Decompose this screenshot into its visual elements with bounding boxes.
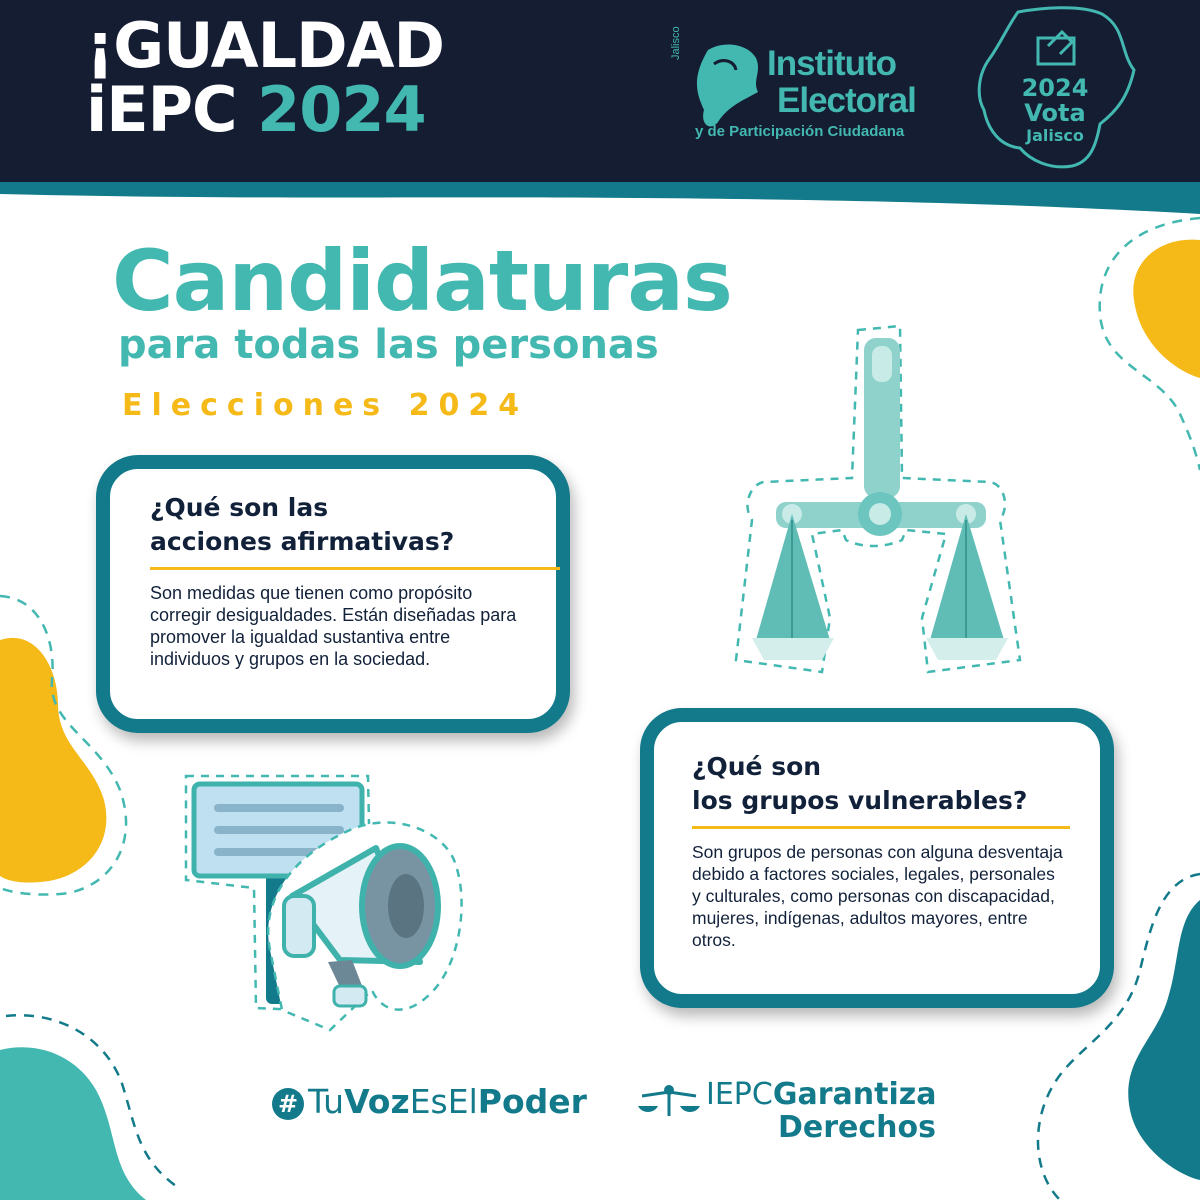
card-question-line2: los grupos vulnerables? bbox=[692, 786, 1028, 815]
institute-name-line1: Instituto bbox=[767, 44, 897, 83]
institute-state-label: Jalisco bbox=[670, 26, 682, 60]
garantiza-label: Garantiza bbox=[772, 1077, 937, 1112]
card-divider bbox=[692, 826, 1070, 829]
page-title: Candidaturas bbox=[112, 232, 732, 330]
hashtag-part: Poder bbox=[477, 1082, 587, 1121]
header-title-year: 2024 bbox=[257, 73, 426, 146]
megaphone-icon bbox=[186, 776, 462, 1030]
iepc-garantiza-line1 bbox=[706, 1077, 937, 1112]
institute-name-line2: Electoral bbox=[777, 81, 916, 120]
institute-name-line3: y de Participación Ciudadana bbox=[695, 123, 905, 140]
hashtag-part: El bbox=[447, 1082, 478, 1121]
card-vulnerable-groups bbox=[640, 708, 1114, 1008]
scales-of-justice-icon bbox=[736, 326, 1020, 672]
hashtag-part: Voz bbox=[344, 1082, 410, 1121]
vota-state: Jalisco bbox=[1026, 126, 1084, 145]
card-body: Son medidas que tienen como propósito corregir desigualdades. Están diseñadas para promover la igualdad sustantiva entre individuos y grupos en la sociedad. bbox=[150, 583, 517, 669]
hashtag-tuvozeselpoder[interactable] bbox=[272, 1082, 587, 1121]
card-question-line2: acciones afirmativas? bbox=[150, 527, 455, 556]
iepc-label: IEPC bbox=[706, 1077, 773, 1112]
header-title-iepc: iEPC bbox=[86, 73, 237, 146]
hashtag-part: Es bbox=[409, 1082, 448, 1121]
header-title-line1: ¡GUALDAD bbox=[86, 9, 445, 82]
teal-blob-bottom-left bbox=[0, 1047, 146, 1200]
iepc-garantiza-line2: Derechos bbox=[778, 1110, 936, 1145]
scales-icon bbox=[636, 1082, 702, 1118]
hashtag-part: Tu bbox=[308, 1082, 345, 1121]
card-question-line1: ¿Qué son bbox=[692, 752, 822, 781]
card-divider bbox=[150, 567, 560, 570]
hashtag-icon: # bbox=[272, 1088, 304, 1120]
yellow-blob-right bbox=[1133, 240, 1200, 378]
yellow-blob-left bbox=[0, 638, 106, 883]
teal-blob-bottom-right bbox=[1128, 900, 1200, 1180]
card-affirmative-actions bbox=[96, 455, 570, 733]
page-subtitle: para todas las personas bbox=[118, 322, 659, 368]
vota-label: Vota bbox=[1024, 99, 1086, 127]
card-body: Son grupos de personas con alguna desventaja debido a factores sociales, legales, personales y culturales, como personas con discapacidad, mujeres, indígenas, adultos mayores, entre otros. bbox=[692, 842, 1063, 950]
vota-year: 2024 bbox=[1021, 74, 1089, 102]
card-question-line1: ¿Qué son las bbox=[150, 493, 329, 522]
header-title-line2 bbox=[86, 73, 426, 146]
page-kicker: Elecciones 2024 bbox=[122, 388, 529, 423]
